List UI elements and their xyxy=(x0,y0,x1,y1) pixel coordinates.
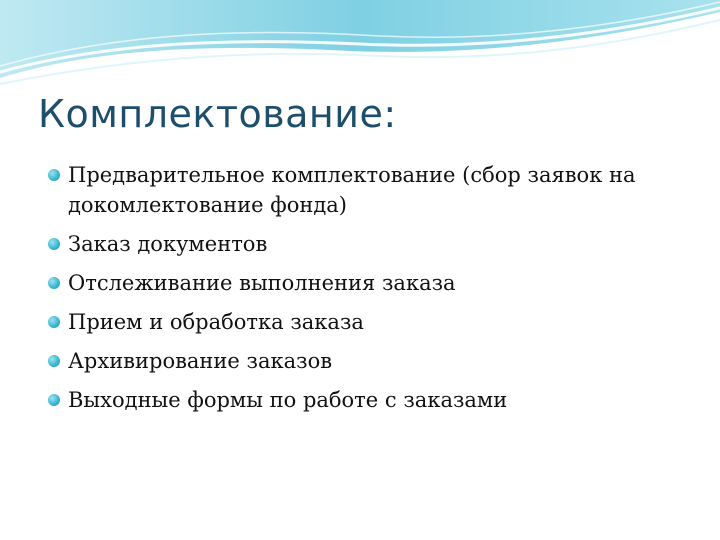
list-item xyxy=(48,268,708,298)
bullet-icon xyxy=(48,169,60,181)
bullet-icon xyxy=(48,355,60,367)
list-item-text: Архивирование заказов xyxy=(68,349,333,373)
list-item xyxy=(48,160,708,220)
list-item-text: Заказ документов xyxy=(68,232,268,256)
bullet-list xyxy=(48,160,708,424)
bullet-icon xyxy=(48,238,60,250)
bullet-icon xyxy=(48,316,60,328)
list-item xyxy=(48,229,708,259)
bullet-icon xyxy=(48,277,60,289)
list-item-text: Выходные формы по работе с заказами xyxy=(68,388,508,412)
list-item-text: Отслеживание выполнения заказа xyxy=(68,271,456,295)
list-item xyxy=(48,346,708,376)
slide-title: Комплектование: xyxy=(38,92,397,136)
list-item-text: Предварительное комплектование (сбор заявок на докомлектование фонда) xyxy=(68,163,636,217)
list-item xyxy=(48,307,708,337)
list-item xyxy=(48,385,708,415)
header-wave-decoration xyxy=(0,0,720,90)
list-item-text: Прием и обработка заказа xyxy=(68,310,364,334)
bullet-icon xyxy=(48,394,60,406)
